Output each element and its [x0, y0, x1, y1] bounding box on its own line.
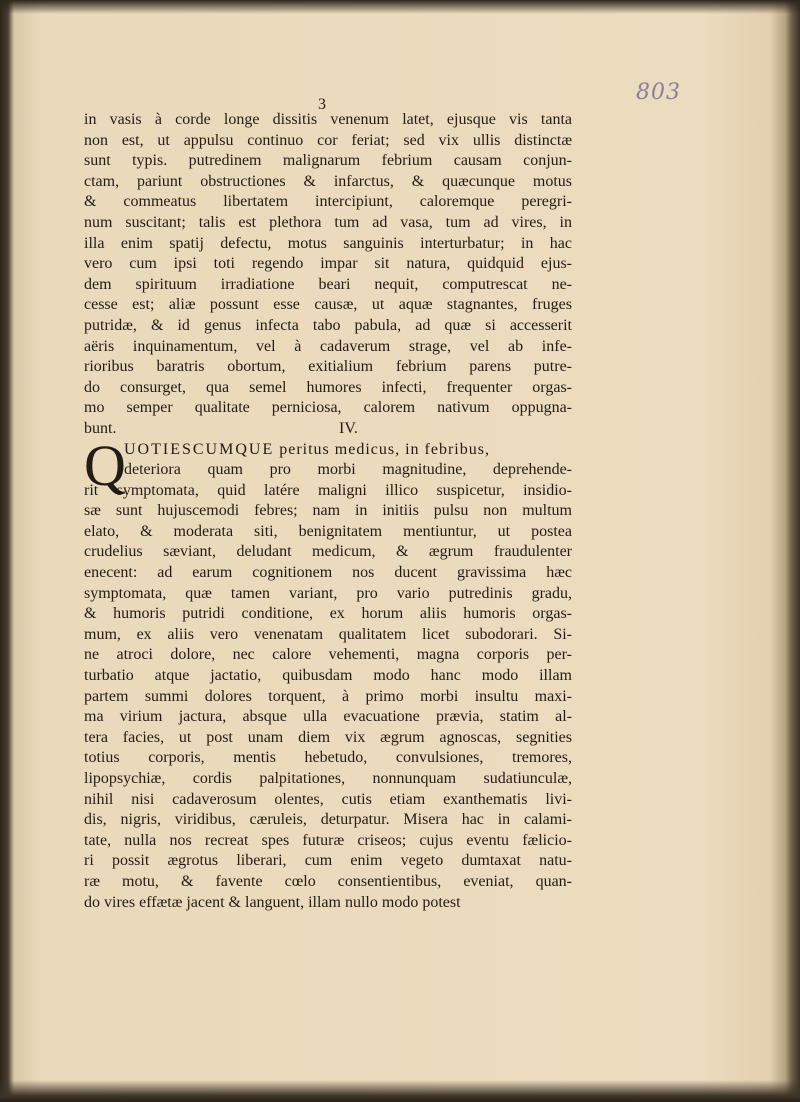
text-line: putridæ, & id genus infecta tabo pabula, ad quæ si accesserit — [84, 316, 572, 334]
text-line: mum, ex aliis vero venenatam qualitatem licet subodorari. Si- — [84, 625, 572, 643]
text-line: vero cum ipsi toti regendo impar sit natura, quidquid ejus- — [84, 255, 572, 273]
text-line: sunt typis. putredinem malignarum febrium causam conjun- — [84, 152, 572, 170]
text-line: totius corporis, mentis hebetudo, convulsiones, tremores, — [84, 749, 572, 767]
text-line: turbatio atque jactatio, quibusdam modo hanc modo illam — [84, 667, 572, 685]
section-number: IV. — [339, 419, 358, 437]
signature-mark: 3 — [318, 96, 326, 113]
section-first-line — [84, 440, 572, 461]
initial-word-caps: UOTIESCUMQUE — [124, 440, 275, 458]
drop-cap-initial: Q — [84, 433, 126, 498]
text-line: enecent: ad earum cognitionem nos ducent gravissima hæc — [84, 564, 572, 582]
text-line: dis, nigris, viridibus, cæruleis, deturpatur. Misera hac in calami- — [84, 811, 572, 829]
text-line: non est, ut appulsu continuo cor feriat; sed vix ullis distinctæ — [84, 131, 572, 149]
text-line: nihil nisi cadaverosum olentes, cutis etiam exanthematis livi- — [84, 790, 572, 808]
text-line: lipopsychiæ, cordis palpitationes, nonnunquam sudatiunculæ, — [84, 770, 572, 787]
page-top-shadow — [0, 0, 800, 14]
text-line: & humoris putridi conditione, ex horum aliis humoris orgas- — [84, 605, 572, 623]
first-line-text: peritus medicus, in febribus, — [279, 440, 490, 458]
text-line: cesse est; aliæ possunt esse causæ, ut aquæ stagnantes, fruges — [84, 296, 572, 314]
text-line: & commeatus libertatem intercipiunt, caloremque peregri- — [84, 193, 572, 211]
text-line: mo semper qualitate perniciosa, calorem nativum oppugna- — [84, 399, 572, 417]
text-line: in vasis à corde longe dissitis venenum latet, ejusque vis tanta — [84, 111, 572, 128]
text-line: ctam, pariunt obstructiones & infarctus, & quæcunque motus — [84, 172, 572, 190]
text-line: ri possit ægrotus liberari, cum enim vegeto dumtaxat natu- — [84, 852, 572, 870]
text-line: crudelius sæviant, deludant medicum, & ægrum fraudulenter — [84, 543, 572, 561]
text-line: symptomata, quæ tamen variant, pro vario putredinis gradu, — [84, 584, 572, 602]
text-line: do consurget, qua semel humores infecti, frequenter orgas- — [84, 378, 572, 396]
text-line: deteriora quam pro morbi magnitudine, deprehende- — [124, 461, 572, 479]
text-line: do vires effætæ jacent & languent, illam nullo modo potest — [84, 893, 461, 911]
text-line: ræ motu, & favente cœlo consentientibus, eveniat, quan- — [84, 872, 572, 890]
text-line: illa enim spatij defectu, motus sanguinis interturbatur; in hac — [84, 234, 572, 252]
text-line: aëris inquinamentum, vel à cadaverum strage, vel ab infe- — [84, 337, 572, 355]
text-line: tera facies, ut post unam diem vix ægrum agnoscas, segnities — [84, 728, 572, 746]
text-line: partem summi dolores torquent, à primo morbi insultu maxi- — [84, 687, 572, 705]
paragraph-end-word: bunt. — [84, 419, 117, 437]
handwritten-folio-number: 803 — [636, 80, 681, 105]
text-line: rioribus baratris obortum, exitialium febrium parens putre- — [84, 358, 572, 376]
text-line: sæ sunt hujuscemodi febres; nam in initiis pulsu non multum — [84, 502, 572, 520]
page-bottom-shadow — [0, 1080, 800, 1102]
text-line: ma virium jactura, absque ulla evacuatione prævia, statim al- — [84, 708, 572, 726]
text-line: elato, & moderata siti, benignitatem mentiuntur, ut postea — [84, 522, 572, 540]
text-line: rit symptomata, quid latére maligni illico suspicetur, insidio- — [84, 481, 572, 499]
text-line: num suscitant; talis est plethora tum ad vasa, tum ad vires, in — [84, 213, 572, 231]
text-line: tate, nulla nos recreat spes futuræ criseos; cujus eventu fælicio- — [84, 831, 572, 849]
body-text — [84, 110, 572, 913]
text-line: dem spirituum irradiatione beari nequit, computrescat ne- — [84, 275, 572, 293]
text-line: ne atroci dolore, nec calore vehementi, magna corporis per- — [84, 646, 572, 664]
section-heading-line — [84, 419, 572, 440]
